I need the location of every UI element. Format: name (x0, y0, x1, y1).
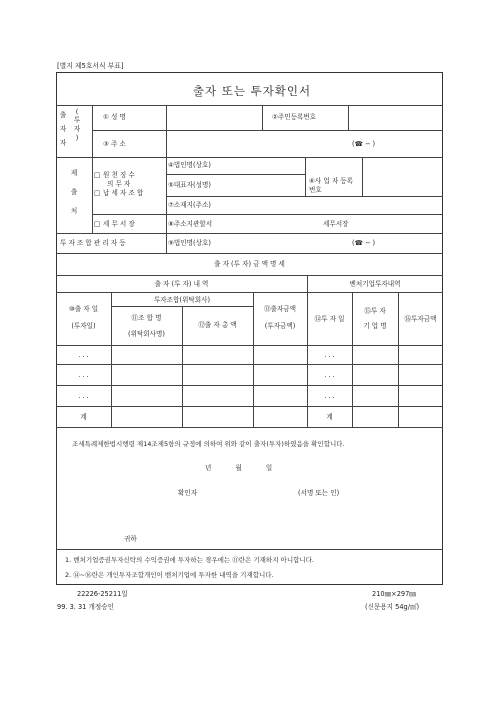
page-title: 출자 또는 투자확인서 (192, 84, 312, 98)
note-1: 1. 벤처기업증권투자신탁의 수익증권에 투자하는 경우에는 ⑪란은 기재하지 아니합니다. (65, 556, 314, 564)
org-label-2: 납 세 자 조 합 (103, 189, 144, 197)
sign-label: (서명 또는 인) (298, 489, 340, 497)
addressee-label: 귀하 (124, 535, 137, 543)
col-company: ⑮투 자 (364, 307, 386, 315)
union-corp-name-label: ⑨법인명(상호) (168, 239, 211, 247)
confirmer-label: 확인자 (178, 489, 198, 497)
row1-date: . . . (78, 351, 89, 359)
withholding-checkbox[interactable]: □ (94, 171, 101, 179)
union-manager-label: 투 자 조 합 관 리 자 등 (60, 239, 126, 247)
row3-date: . . . (78, 392, 89, 400)
org-label-1: 원 천 징 수 (103, 171, 135, 179)
corp-name-label: ④법인명(상호) (168, 161, 211, 169)
col-date-sub: (투자일) (71, 322, 96, 330)
tax-office-value: 세무서장 (323, 220, 349, 228)
approval-date: 99. 3. 31 개정승인 (57, 603, 114, 611)
union-group-label: 투자조합(위탁회사) (153, 296, 211, 304)
rrn-label: ②주민등록번호 (272, 113, 317, 121)
paper-size: 210㎜×297㎜ (372, 590, 416, 598)
name-label: ① 성 명 (103, 113, 126, 121)
col-amount: ⑬출자금액 (263, 305, 297, 313)
jurisdiction-label: ⑧주소지관할서 (168, 220, 213, 228)
paper-type: (신문용지 54g/㎡) (365, 603, 420, 611)
col-amount-sub: (투자금액) (264, 322, 296, 330)
form-code: 22226-25211일 (77, 590, 128, 598)
detail-section-title: 출 자 (투 자) 금 액 명 세 (214, 260, 285, 268)
tax-office-label: 세 무 서 장 (103, 220, 135, 228)
col-invest-amount: ⑯투자금액 (404, 315, 437, 323)
col-union-name: ⑪조 합 명 (131, 314, 162, 322)
row1-invest-date: . . . (324, 351, 335, 359)
business-number-label: ⑥사 업 자 등록번호 (309, 177, 354, 194)
address-label: ③ 주 소 (103, 140, 126, 148)
form-header: [별지 제5호서식 부표] (57, 62, 124, 70)
investor-phone: (☎ − ) (352, 140, 376, 148)
row3-invest-date: . . . (324, 392, 335, 400)
row2-date: . . . (78, 371, 89, 379)
row2-invest-date: . . . (324, 371, 335, 379)
total-label-left: 계 (80, 413, 87, 421)
col-total: ⑫출 자 총 액 (198, 321, 237, 329)
note-2: 2. ⑭~⑯란은 개인투자조합개인이 벤처기업에 투자한 내역을 기재합니다. (65, 571, 274, 579)
tax-office-checkbox[interactable]: □ (94, 220, 101, 228)
org-label-1b: 의 무 자 (107, 180, 131, 188)
representative-label: ⑤대표자(성명) (168, 181, 211, 189)
taxpayer-union-checkbox[interactable]: □ (94, 189, 101, 197)
total-label-right: 계 (326, 413, 333, 421)
col-date: ⑩출 자 일 (68, 305, 99, 313)
union-phone: (☎ − ) (352, 239, 376, 247)
location-label: ⑦소재지(주소) (168, 201, 211, 209)
right-group-label: 벤처기업투자내역 (349, 280, 401, 288)
col-company-sub: 기 업 명 (363, 322, 387, 330)
left-group-label: 출 자 (투 자) 내 역 (154, 280, 209, 288)
col-invest-date: ⑭투 자 일 (314, 315, 345, 323)
col-union-name-sub: (위탁회사명) (128, 330, 165, 338)
certification-statement: 조세특례제한법시행령 제14조제5항의 규정에 의하여 위와 같이 출자(투자)하였음을 확인합니다. (72, 440, 345, 448)
date-line: 년 월 일 (205, 464, 273, 472)
